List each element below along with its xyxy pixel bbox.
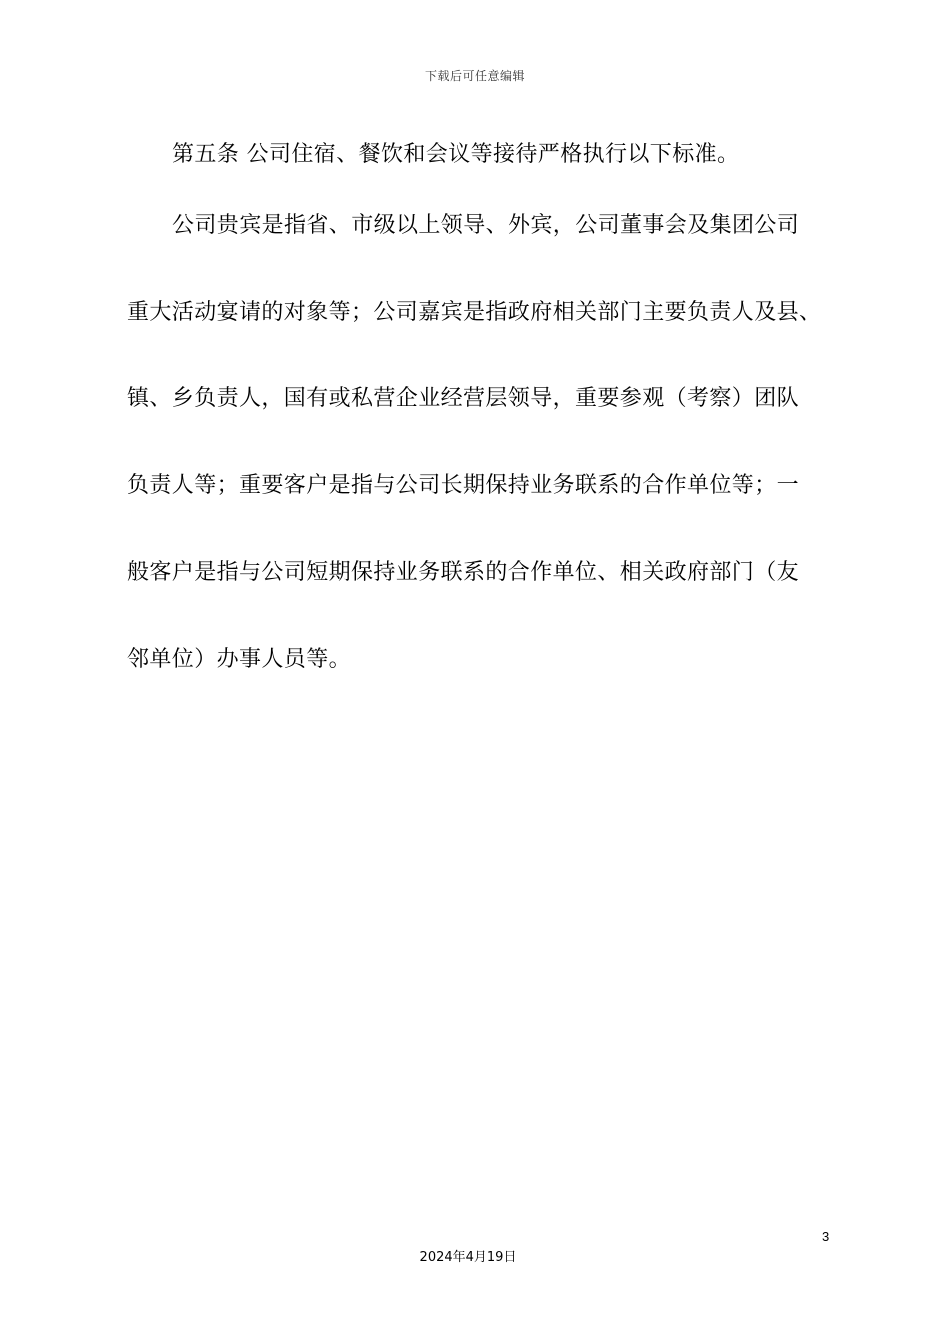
paragraph-line: 负责人等；重要客户是指与公司长期保持业务联系的合作单位等；一 — [127, 473, 800, 498]
header-note: 下载后可任意编辑 — [424, 69, 525, 83]
paragraph-line: 重大活动宴请的对象等；公司嘉宾是指政府相关部门主要负责人及县、 — [127, 300, 822, 325]
page-number: 3 — [822, 1229, 830, 1244]
paragraph-line: 公司贵宾是指省、市级以上领导、外宾，公司董事会及集团公司 — [172, 213, 800, 238]
paragraph-line: 般客户是指与公司短期保持业务联系的合作单位、相关政府部门（友 — [127, 560, 800, 585]
paragraph-line: 邻单位）办事人员等。 — [127, 647, 352, 672]
footer-date: 2024年4月19日 — [419, 1250, 517, 1265]
paragraph-line: 镇、乡负责人，国有或私营企业经营层领导，重要参观（考察）团队 — [127, 386, 800, 411]
article-heading-line: 第五条 公司住宿、餐饮和会议等接待严格执行以下标准。 — [172, 142, 740, 167]
